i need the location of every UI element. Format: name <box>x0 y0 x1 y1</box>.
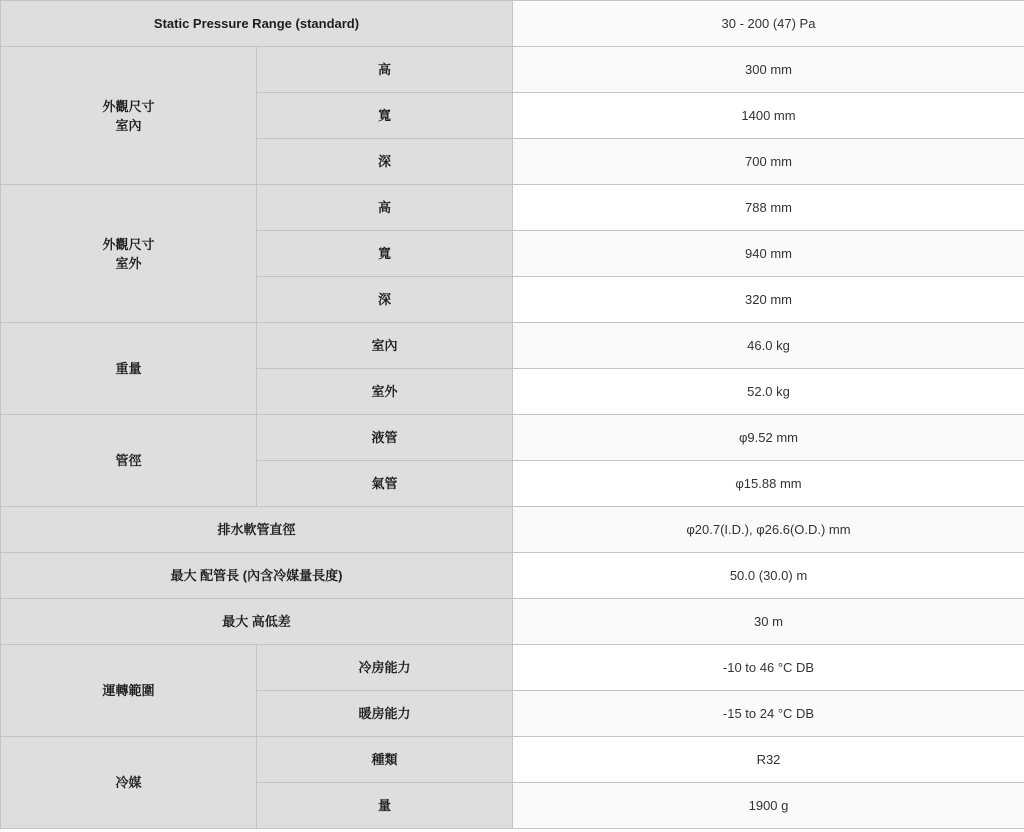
indoor-height-value: 300 mm <box>513 47 1024 93</box>
table-row-weight-indoor <box>1 323 1024 369</box>
static-pressure-value: 30 - 200 (47) Pa <box>513 1 1024 47</box>
indoor-depth-value: 700 mm <box>513 139 1024 185</box>
outdoor-depth-value: 320 mm <box>513 277 1024 323</box>
pipe-diameter-label: 管徑 <box>1 415 257 507</box>
drain-hose-value: φ20.7(I.D.), φ26.6(O.D.) mm <box>513 507 1024 553</box>
table-row-max-height-difference <box>1 599 1024 645</box>
indoor-dimensions-label <box>1 47 257 185</box>
indoor-dimensions-label-line2: 室內 <box>115 117 142 133</box>
indoor-width-value: 1400 mm <box>513 93 1024 139</box>
operating-heating-label: 暖房能力 <box>257 691 513 737</box>
max-pipe-length-value: 50.0 (30.0) m <box>513 553 1024 599</box>
pipe-liquid-value: φ9.52 mm <box>513 415 1024 461</box>
weight-label: 重量 <box>1 323 257 415</box>
table-row-outdoor-height <box>1 185 1024 231</box>
outdoor-dimensions-label <box>1 185 257 323</box>
weight-outdoor-label: 室外 <box>257 369 513 415</box>
operating-range-label: 運轉範圍 <box>1 645 257 737</box>
weight-indoor-label: 室內 <box>257 323 513 369</box>
table-row-static-pressure <box>1 1 1024 47</box>
outdoor-height-value: 788 mm <box>513 185 1024 231</box>
max-pipe-length-label: 最大 配管長 (內含冷媒量長度) <box>1 553 513 599</box>
refrigerant-amount-label: 量 <box>257 783 513 829</box>
operating-cooling-label: 冷房能力 <box>257 645 513 691</box>
pipe-gas-value: φ15.88 mm <box>513 461 1024 507</box>
static-pressure-label: Static Pressure Range (standard) <box>1 1 513 47</box>
refrigerant-type-label: 種類 <box>257 737 513 783</box>
indoor-height-label: 高 <box>257 47 513 93</box>
table-row-pipe-liquid <box>1 415 1024 461</box>
indoor-width-label: 寬 <box>257 93 513 139</box>
outdoor-width-value: 940 mm <box>513 231 1024 277</box>
weight-indoor-value: 46.0 kg <box>513 323 1024 369</box>
indoor-depth-label: 深 <box>257 139 513 185</box>
operating-cooling-value: -10 to 46 °C DB <box>513 645 1024 691</box>
outdoor-depth-label: 深 <box>257 277 513 323</box>
refrigerant-label: 冷媒 <box>1 737 257 829</box>
refrigerant-type-value: R32 <box>513 737 1024 783</box>
outdoor-dimensions-label-line2: 室外 <box>115 255 142 271</box>
table-row-refrigerant-type <box>1 737 1024 783</box>
outdoor-dimensions-label-line1: 外觀尺寸 <box>102 236 155 252</box>
table-row-drain-hose <box>1 507 1024 553</box>
table-row-max-pipe-length <box>1 553 1024 599</box>
refrigerant-amount-value: 1900 g <box>513 783 1024 829</box>
max-height-difference-label: 最大 高低差 <box>1 599 513 645</box>
pipe-gas-label: 氣管 <box>257 461 513 507</box>
indoor-dimensions-label-line1: 外觀尺寸 <box>102 98 155 114</box>
outdoor-height-label: 高 <box>257 185 513 231</box>
pipe-liquid-label: 液管 <box>257 415 513 461</box>
drain-hose-label: 排水軟管直徑 <box>1 507 513 553</box>
outdoor-width-label: 寬 <box>257 231 513 277</box>
weight-outdoor-value: 52.0 kg <box>513 369 1024 415</box>
operating-heating-value: -15 to 24 °C DB <box>513 691 1024 737</box>
table-row-operating-cooling <box>1 645 1024 691</box>
table-row-indoor-height <box>1 47 1024 93</box>
max-height-difference-value: 30 m <box>513 599 1024 645</box>
